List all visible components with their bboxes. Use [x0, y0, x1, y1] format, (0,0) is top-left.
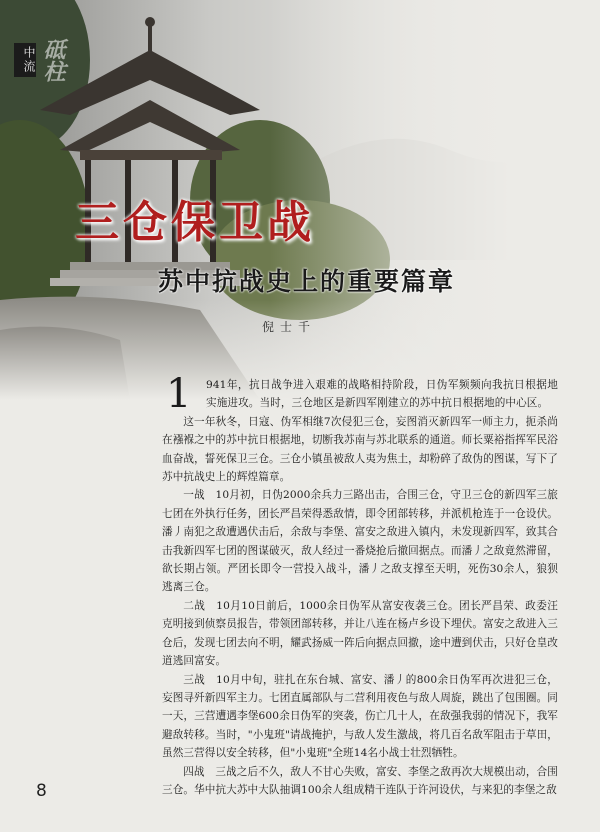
article-body — [162, 371, 558, 799]
column-tag-label: 中流 — [14, 43, 36, 77]
article-subtitle: 苏中抗战史上的重要篇章 — [158, 267, 456, 296]
article-paragraph-4: 二战 10月10日前后，1000余日伪军从富安夜袭三仓。团长严昌荣、政委汪克明接到侦察员报告，带领团部转移，并让八连在杨卢乡设下埋伏。富安之敌进入三仓后，发现七团去向不明，耀武扬威一阵后向据点回撤，途中遭到伏击，只好仓皇改道逃回富安。 — [162, 599, 558, 668]
article-paragraph-1 — [162, 371, 558, 417]
article-paragraph-3: 一战 10月初，日伪2000余兵力三路出击，合围三仓，守卫三仓的新四军三旅七团在外执行任务，团长严昌荣得悉敌情，即令团部转移，并派机枪连于一仓设伏。潘丿南犯之敌遭遇伏击后，余敌与李堡、富安之敌进入镇内，未发现新四军，致其合击我新四军七团的图谋破灭，敌人经过一番烧抢后撤回据点。而潘丿之敌竟然滞留，欲长期占领。严团长即令一营投入战斗，潘丿之敌支撑至天明，死伤30余人，狼狈逃离三仓。 — [162, 489, 558, 594]
drop-cap: 1 — [166, 371, 192, 417]
article-paragraph-6: 四战 三战之后不久，敌人不甘心失败，富安、李堡之敌再次大规模出动，合围三仓。华中抗大苏中大队抽调100余人组成精干连队于许河设伏，与来犯的李堡之敌 — [162, 765, 558, 796]
paragraph-text: 941年，抗日战争进入艰难的战略相持阶段，日伪军频频向我抗日根据地实施进攻。当时，三仓地区是新四军刚建立的苏中抗日根据地的中心区。 — [206, 379, 558, 410]
column-tag — [14, 38, 64, 82]
article-title: 三仓保卫战 — [75, 197, 315, 248]
column-tag-art: 砥柱 — [40, 38, 66, 82]
page-number: 8 — [36, 781, 47, 801]
article-author: 倪士千 — [262, 320, 317, 334]
article-paragraph-5: 三战 10月中旬，驻扎在东台城、富安、潘丿的800余日伪军再次进犯三仓，妄图寻歼新四军主力。七团直属部队与二营利用夜色与敌人周旋，跳出了包围圈。同一天，三营遭遇李堡600余日伪军的突袭，伤亡几十人，在敌强我弱的情况下，我军避敌转移。当时，"小鬼班"请战掩护，与敌人发生激战，将几百名敌军阻击于草田，虽然三营得以安全转移，但"小鬼班"全班14名小战士壮烈牺牲。 — [162, 673, 558, 760]
article-paragraph-2: 这一年秋冬，日寇、伪军相继7次侵犯三仓，妄图消灭新四军一师主力，扼杀尚在襁褓之中的苏中抗日根据地，切断我苏南与苏北联系的通道。师长粟裕指挥军民浴血奋战，誓死保卫三仓。三仓小镇虽被敌人夷为焦土，却粉碎了敌伪的图谋，写下了苏中抗战史上的辉煌篇章。 — [162, 415, 558, 484]
